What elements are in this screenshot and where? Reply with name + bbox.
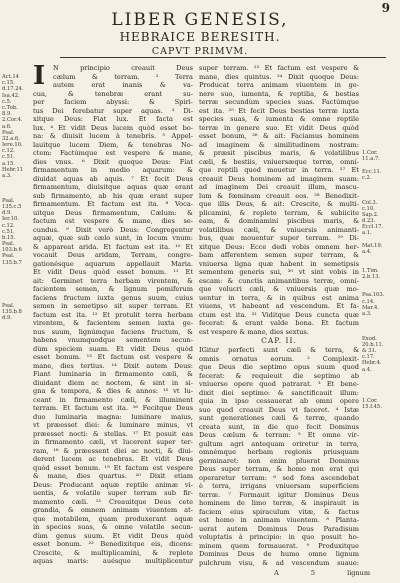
- text-line: faciem eius spiraculum vitæ, & factus: [199, 507, 359, 516]
- text-line: germinaret: non enim pluerat Dominus: [199, 456, 359, 465]
- text-line: esset bonum. ²² Benedixitque eis, dicens:: [33, 540, 193, 548]
- margin-reference: 20.b.11.: [362, 341, 384, 348]
- text-line: è terra, irrigans vniuersam superficiem: [199, 482, 359, 490]
- margin-reference: Mat.19.: [362, 242, 383, 249]
- text-line: terram. Et factum est ita. ¹⁶ Fecitque Deus: [33, 404, 193, 412]
- margin-reference: Iere.10.: [2, 142, 23, 149]
- margin-reference: d.9.: [2, 210, 12, 217]
- margin-reference: 15.f.45.: [362, 403, 382, 410]
- margin-reference: c.2.: [362, 174, 372, 181]
- text-line: firmamentum in medio aquarum: &: [33, 166, 193, 174]
- margin-reference: c.17.: [362, 354, 375, 361]
- text-line: viuens, vt habeant ad vescendum. Et fa-: [199, 302, 359, 310]
- text-line: factum est vespere & mane, dies se-: [33, 217, 193, 225]
- margin-reference: a.6.: [2, 123, 12, 130]
- text-line: diuidat aquas ab aquis. ⁷ Et fecit Deus: [33, 174, 193, 183]
- text-line: nus suum, lignúmque faciens fructum, &: [33, 327, 193, 336]
- margin-reference: Hebr.4.: [362, 360, 382, 367]
- text-line: mane, dies tertius. ¹⁴ Dixit autem Deus:: [33, 361, 193, 370]
- text-line: super terram. ²³ Et factum est vespere &: [199, 64, 359, 72]
- text-line: creata sunt, in die quo fecit Dominus: [199, 422, 359, 431]
- text-line: factum est ita. ¹² Et protulit terra herbam: [33, 310, 193, 319]
- text-line: Dominus Deus de humo omne lignum: [199, 550, 359, 558]
- text-line: aquæ, quæ sub cælo sunt, in locum vnum:: [33, 234, 193, 242]
- margin-reference: 2.Cor.4.: [2, 117, 23, 124]
- text-line: semen in semetipso sit super terram. Et: [33, 302, 193, 310]
- text-line: xitque Deus: Fiat lux. Et facta est: [33, 115, 193, 123]
- text-line: lum & fœminam creauit eos. ²⁸ Benedixit-: [199, 191, 359, 200]
- text-line: hominem de limo terræ, & inspirauit in: [199, 499, 359, 507]
- text-line: gultum agri antequam oriretur in terra,: [199, 439, 359, 448]
- margin-reference: 103.b.6: [2, 247, 22, 254]
- text-line: firmamentum, diuisitque aquas quæ erant: [33, 183, 193, 191]
- margin-reference: 1.Cor.: [362, 150, 378, 156]
- text-line: que illis Deus, & ait: Crescite, & multi-: [199, 200, 359, 208]
- text-line: IGitur perfecti sunt cæli & terra, &: [199, 346, 359, 354]
- margin-reference: Col.3.: [362, 199, 378, 206]
- margin-reference: Psal.: [2, 241, 15, 248]
- text-line: vocauit Deus aridam, Terram, congre-: [33, 251, 193, 259]
- margin-reference: Exod.: [362, 335, 377, 342]
- margin-reference: c.51.: [2, 154, 15, 161]
- text-line: vniuersa ligna quæ habent in semetipsis: [199, 259, 359, 268]
- margin-reference: Hebr.11: [2, 166, 24, 173]
- text-line: cæli, & bestiis, vniuersæque terræ, omní-: [199, 157, 359, 166]
- margin-reference: Sap.2.: [362, 211, 379, 218]
- text-line: cundus. ⁹ Dixit verò Deus: Congregentur: [33, 225, 193, 234]
- text-line: pulchrum visu, & ad vescendum suaue:: [199, 558, 359, 567]
- text-line: bam afferentem semen super terram, &: [199, 251, 359, 259]
- text-line: uerat autem Dominus Deus Paradisum: [199, 524, 359, 533]
- page-number: 9: [381, 1, 390, 15]
- text-line: sub firmamento, ab his quæ erant super: [33, 191, 193, 200]
- margin-reference: 135.b.8: [2, 309, 22, 316]
- text-line: uentur in terra, & in quibus est anima: [199, 293, 359, 302]
- text-line: vniuerso opere quod patrarat. ³ Et bene-: [199, 380, 359, 388]
- left-margin-notes: [2, 74, 23, 322]
- margin-reference: c.12.: [2, 222, 15, 229]
- text-line: voluptatis à principio: in quo posuit ho-: [199, 533, 359, 541]
- text-line: plicamini, & replete terram, & subiicite: [199, 208, 359, 217]
- text-line: bus, quæ mouentur super terram. ²⁹ Di-: [199, 234, 359, 242]
- text-line: Fiant luminaria in firmamento cæli, &: [33, 370, 193, 378]
- text-line: species suas, & iumenta & omne reptile: [199, 115, 359, 123]
- text-line: Producat terra animam viuentem in ge-: [199, 81, 359, 89]
- text-line: que Deus die septimo opus suum quod: [199, 363, 359, 371]
- text-line: est vespere & mane, dies sextus.: [199, 327, 309, 336]
- text-line: que volucri cæli, & vniuersis quæ mo-: [199, 285, 359, 293]
- text-line: quia in ipso cessauerat ab omni opere: [199, 397, 359, 405]
- margin-reference: 1.Cor.: [362, 397, 378, 404]
- margin-reference: Ier.10.: [2, 216, 19, 223]
- margin-reference: c.5.: [2, 98, 12, 105]
- header-rule: [60, 57, 386, 58]
- margin-reference: 2.b.13.: [362, 273, 381, 280]
- text-line: na: & diuisit lucem à tenebris. ⁵ Appel-: [33, 132, 193, 140]
- text-line: fecerat: & requieuit die septimo ab: [199, 371, 359, 380]
- text-line: & præsit piscibus maris, & volatilibus: [199, 149, 359, 157]
- text-line: dùm genus suum. Et vidit Deus quòd: [33, 531, 193, 540]
- text-line: terræ. ⁷ Formauit igitur Dominus Deus: [199, 490, 359, 499]
- margin-reference: a.4.: [362, 249, 372, 255]
- text-line: que reptili quod mouetur in terra. ²⁷ Et: [199, 166, 359, 174]
- margin-reference: c.Tob.: [2, 104, 18, 111]
- left-text-column: [33, 64, 193, 566]
- text-line: ctum est ita. ³¹ Viditque Deus cuncta quæ: [199, 310, 359, 319]
- margin-reference: c.51.: [2, 228, 15, 235]
- text-line: uentis, & volatile super terram sub fir-: [33, 489, 193, 497]
- text-line: que motabilem, quam produxerant aquæ: [33, 514, 193, 523]
- margin-reference: 11.a.7.: [362, 156, 380, 163]
- text-line: & appareat arida. Et factum est ita. ¹⁰ Et: [33, 242, 193, 251]
- text-line: lux. ⁴ Et vidit Deus lucem quòd esset bo-: [33, 123, 193, 132]
- margin-reference: & 31.: [362, 348, 377, 354]
- margin-reference: 135.b.7: [2, 259, 22, 266]
- margin-reference: 1.Tim.: [362, 267, 379, 274]
- text-line: & mane, dies quartus. ²⁰ Dixit etiam: [33, 472, 193, 480]
- margin-reference: Psal.: [2, 129, 15, 136]
- signature-mark: A 5: [274, 569, 316, 577]
- text-line: escam: & cunctis animantibus terræ, omní-: [199, 276, 359, 285]
- text-line: ad imaginem Dei creauit illum, mascu-: [199, 183, 359, 191]
- margin-reference: Isa.42.: [2, 92, 20, 99]
- chapter-two-heading: CAP. II.: [261, 336, 297, 345]
- page-footer: [274, 569, 370, 577]
- right-text-column: [199, 64, 359, 567]
- margin-reference: c.15.: [2, 80, 15, 87]
- text-line: quòd esset bonum. ¹⁹ Et factum est vespere: [33, 463, 193, 472]
- text-line: mamento cæli. ²¹ Creauitque Deus cete: [33, 497, 193, 506]
- chapter-heading: CAPVT PRIMVM.: [151, 46, 249, 57]
- text-line: esset bonum, ²⁶ & ait: Faciamus hominem: [199, 132, 359, 140]
- text-line: ceant in firmamento cæli, & illuminent: [33, 395, 193, 404]
- text-line: nere suo, iumenta, & reptilia, & bestias: [199, 89, 359, 98]
- text-line: diuidant diem ac noctem, & sint in si-: [33, 378, 193, 387]
- text-line: creauit Deus hominem ad imaginem suam:: [199, 174, 359, 183]
- text-line: tus Dei ferebatur super aquas. ³ Di-: [33, 106, 193, 115]
- margin-reference: Mar.4.: [362, 304, 379, 311]
- text-line: terræ in genere suo. Et vidit Deus quòd: [199, 123, 359, 132]
- text-line: aquas maris: auésque multiplicentur: [33, 557, 193, 565]
- text-line: duo luminaria magna: luminare maius,: [33, 412, 193, 421]
- margin-reference: d.17.24.: [2, 86, 24, 93]
- text-line: vt præesset diei: & luminare minus, vt: [33, 421, 193, 429]
- text-line: in species suas, & omne volatile secun-: [33, 523, 193, 531]
- book-subtitle: HEBRAICE BERESITH.: [119, 30, 281, 44]
- margin-reference: a.15.: [2, 160, 15, 167]
- text-line: eam, & dominamini piscibus maris, &: [199, 217, 359, 225]
- text-line: gationésque aquarum appellauit Maria.: [33, 259, 193, 268]
- right-margin-notes: [362, 150, 384, 410]
- text-line: dùm speciem suam. Et vidit Deus quòd: [33, 344, 193, 353]
- text-line: Deus cælum & terram: ⁵ Et omne vir-: [199, 431, 359, 439]
- text-line: per faciem abyssi: & Spiri-: [33, 98, 193, 106]
- text-line: facientem semen, & lignum pomiferum: [33, 285, 193, 293]
- text-line: terræ secundùm species suas. Factúmque: [199, 98, 359, 106]
- book-title: LIBER GENESIS,: [111, 10, 289, 30]
- margin-reference: Ecc.11.: [362, 168, 382, 175]
- margin-reference: 8.9.: [2, 111, 12, 118]
- text-line: omnis ornatus eorum. ² Complexit-: [199, 354, 359, 363]
- text-line: lauitque lucem Diem, & tenebras No-: [33, 140, 193, 149]
- text-line: suo quod creauit Deus vt faceret. ⁴ Istæ: [199, 405, 359, 414]
- text-line: N principio creauit Deus: [53, 64, 193, 72]
- text-line: ram, ¹⁸ & præessent diei ac nocti, & diui-: [33, 446, 193, 455]
- margin-reference: Psal.: [2, 197, 15, 204]
- text-line: ad imaginem & similitudinem nostram:: [199, 140, 359, 149]
- margin-reference: a.4.: [362, 366, 372, 373]
- text-line: operaretur terram: ⁶ sed fons ascendebat: [199, 473, 359, 482]
- margin-reference: a.3.: [2, 173, 12, 179]
- margin-reference: a.3.: [362, 310, 372, 317]
- margin-reference: Psal.: [2, 302, 15, 309]
- text-line: habens vnumquodque sementem secun-: [33, 336, 193, 344]
- text-line: derent lucem ac tenebras. Et vidit Deus: [33, 455, 193, 463]
- text-line: uitque Deus firmamentum, Cælum: &: [33, 208, 193, 217]
- text-line: dixit diei septimo: & sanctificauit illum:: [199, 388, 359, 397]
- margin-reference: 135.c.5: [2, 203, 22, 210]
- text-line: virentem, & facientem semen iuxta ge-: [33, 319, 193, 327]
- text-line: ait: Germinet terra herbam virentem, &: [33, 276, 193, 285]
- text-line: Et vidit Deus quòd esset bonum. ¹¹ Et: [33, 268, 193, 276]
- text-line: sunt generationes cæli & terræ, quando: [199, 414, 359, 422]
- margin-reference: 32.a.6.: [2, 135, 20, 142]
- margin-reference: b.15.: [2, 234, 16, 241]
- text-line: dies vnus. ⁶ Dixit quoque Deus: Fiat: [33, 157, 193, 166]
- text-line: ctem: Factúmque est vespere & mane,: [33, 149, 193, 157]
- text-line: est homo in animam viuentem. ⁸ Planta-: [199, 516, 359, 524]
- text-line: gna & tempora, & dies & annos: ¹⁵ vt lu-: [33, 387, 193, 395]
- text-line: grandia, & omnem animam viuentem at-: [33, 506, 193, 514]
- text-line: faciens fructum iuxta genus suum, cuius: [33, 293, 193, 302]
- drop-cap-letter: I: [33, 64, 46, 91]
- text-line: volatilibus cæli, & vniuersis animanti-: [199, 225, 359, 234]
- text-line: autem erat inanis & va-: [53, 81, 193, 89]
- text-line: minem quem formauerat. ⁹ Produxitque: [199, 541, 359, 550]
- text-line: est ita. ²⁵ Et fecit Deus bestias terræ iuxta: [199, 106, 359, 115]
- margin-reference: a.1.: [362, 230, 372, 237]
- margin-reference: d.9.: [2, 315, 12, 322]
- text-line: omnémque herbam regionis priusquam: [199, 448, 359, 456]
- text-line: in firmamento cæli, vt lucerent super ter-: [33, 438, 193, 446]
- margin-reference: c.12.: [2, 148, 15, 155]
- text-line: esset bonum. ¹³ Et factum est vespere &: [33, 353, 193, 361]
- margin-reference: Psal.: [2, 253, 15, 260]
- text-line: Deus: Producant aquæ reptile animæ vi-: [33, 480, 193, 489]
- catchword: lignum: [347, 569, 370, 577]
- margin-reference: Eccl.17.: [362, 224, 384, 231]
- margin-reference: c.10.: [362, 205, 375, 212]
- text-line: firmamentum. Et factum est ita. ⁸ Voca-: [33, 200, 193, 208]
- text-line: xitque Deus: Ecce dedi vobis omnem her-: [199, 242, 359, 251]
- text-line: cælum & terram. ² Terra: [53, 72, 193, 81]
- text-line: cua, & tenebræ erant su-: [33, 89, 193, 98]
- text-line: mane, dies quintus. ²⁴ Dixit quoque Deus:: [199, 72, 359, 81]
- margin-reference: Psa.103.: [362, 292, 385, 299]
- margin-reference: d.23.: [362, 218, 376, 225]
- text-line: sementem generis sui, ³⁰ vt sint vobis in: [199, 268, 359, 276]
- text-line: Crescite, & multiplicamini, & replete: [33, 548, 193, 557]
- text-line: præesset nocti: & stellas. ¹⁷ Et posuit eas: [33, 429, 193, 438]
- margin-reference: Act.14: [2, 74, 19, 80]
- text-line: Deus super terram, & homo non erat qui: [199, 465, 359, 473]
- text-line: fecerat: & erant valde bona. Et factum: [199, 319, 359, 327]
- margin-reference: c.14.: [362, 298, 375, 305]
